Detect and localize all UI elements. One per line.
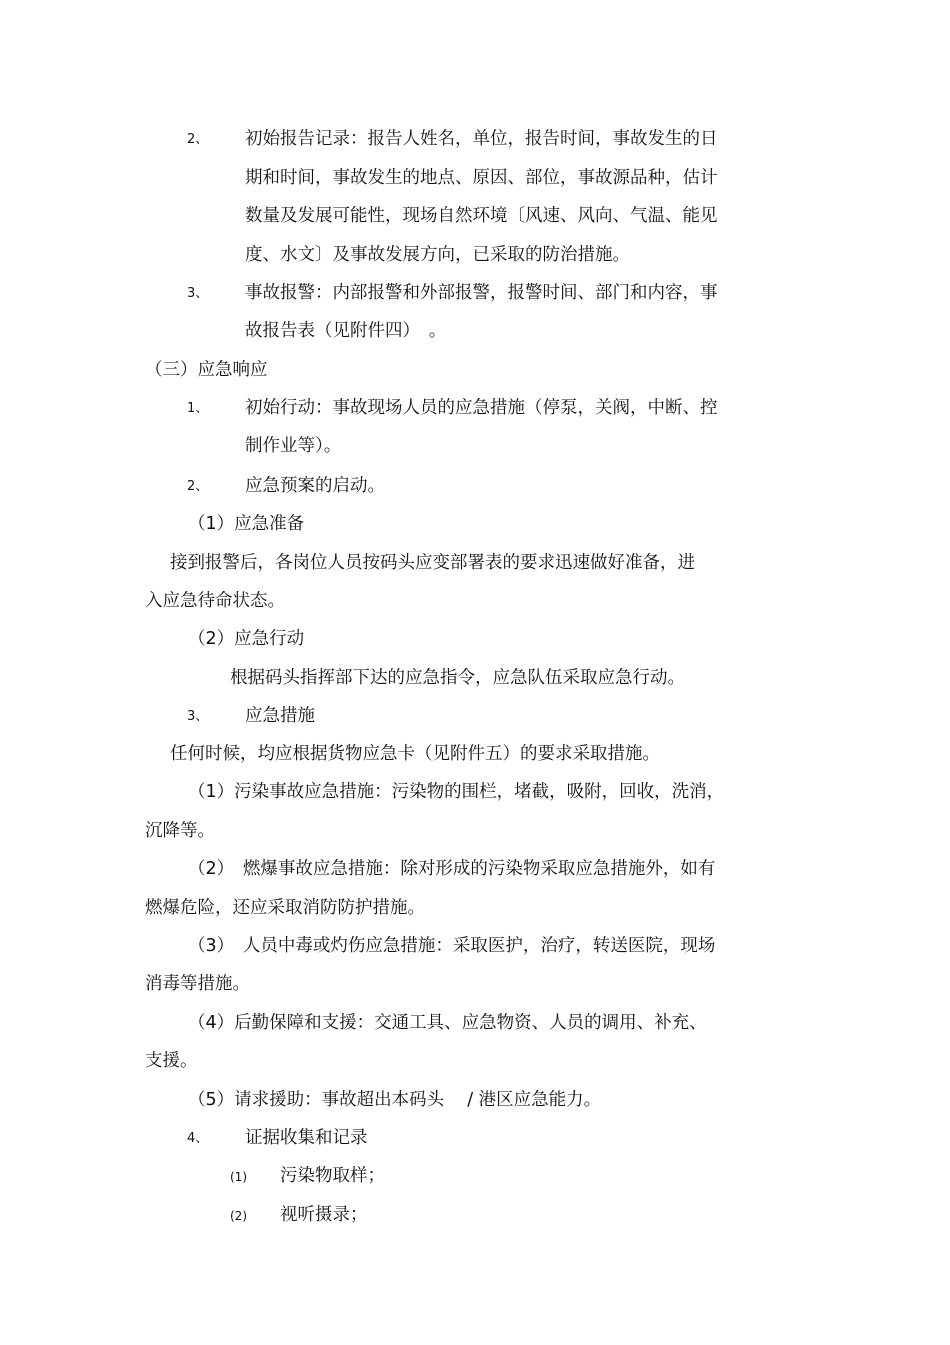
paragraph-3: 任何时候，均应根据货物应急卡（见附件五）的要求采取措施。: [170, 744, 660, 764]
measure-3-line-1: （3） 人员中毒或灼伤应急措施：采取医护，治疗，转送医院，现场: [188, 936, 716, 956]
paragraph-1-line-1: 接到报警后，各岗位人员按码头应变部署表的要求迅速做好准备，进: [170, 553, 695, 573]
item-3-number: 3、: [187, 286, 209, 301]
item-2-line-3: 数量及发展可能性，现场自然环境〔风速、风向、气温、能见: [245, 206, 718, 226]
measure-2-line-2: 燃爆危险，还应采取消防防护措施。: [145, 898, 425, 918]
response-4-text: 证据收集和记录: [245, 1128, 368, 1148]
item-2-line-1: 初始报告记录：报告人姓名，单位，报告时间，事故发生的日: [245, 129, 718, 149]
subheading-1: （1）应急准备: [188, 514, 305, 534]
measure-1-line-2: 沉降等。: [145, 821, 215, 841]
measure-3-line-2: 消毒等措施。: [145, 974, 250, 994]
evidence-2-text: 视听摄录；: [280, 1205, 368, 1225]
evidence-1-number: (1): [230, 1170, 247, 1184]
response-1-number: 1、: [187, 401, 209, 416]
item-2-line-4: 度、水文〕及事故发展方向，已采取的防治措施。: [245, 245, 630, 265]
measure-4-line-2: 支援。: [145, 1051, 198, 1071]
measure-5: （5）请求援助：事故超出本码头 / 港区应急能力。: [188, 1090, 602, 1110]
measure-4-line-1: （4）后勤保障和支援：交通工具、应急物资、人员的调用、补充、: [188, 1013, 707, 1033]
item-3-line-1: 事故报警：内部报警和外部报警，报警时间、部门和内容，事: [245, 283, 718, 303]
section-heading: （三）应急响应: [145, 360, 268, 380]
measure-1-line-1: （1）污染事故应急措施：污染物的围栏，堵截，吸附，回收，洗消，: [188, 782, 725, 802]
response-1-line-2: 制作业等）。: [245, 436, 342, 456]
response-2-text: 应急预案的启动。: [245, 476, 385, 496]
evidence-1-text: 污染物取样；: [280, 1166, 385, 1186]
measure-2-line-1: （2） 燃爆事故应急措施：除对形成的污染物采取应急措施外，如有: [188, 859, 716, 879]
response-3-number: 3、: [187, 709, 209, 724]
paragraph-2: 根据码头指挥部下达的应急指令，应急队伍采取应急行动。: [230, 668, 685, 688]
response-3-text: 应急措施: [245, 706, 315, 726]
response-1-line-1: 初始行动：事故现场人员的应急措施（停泵，关阀，中断、控: [245, 398, 718, 418]
paragraph-1-line-2: 入应急待命状态。: [145, 591, 285, 611]
response-2-number: 2、: [187, 479, 209, 494]
subheading-2: （2）应急行动: [188, 629, 305, 649]
response-4-number: 4、: [187, 1131, 209, 1146]
evidence-2-number: (2): [230, 1209, 247, 1223]
item-2-number: 2、: [187, 132, 209, 147]
item-2-line-2: 期和时间，事故发生的地点、原因、部位，事故源品种，估计: [245, 168, 718, 188]
item-3-line-2: 故报告表（见附件四） 。: [245, 321, 447, 341]
